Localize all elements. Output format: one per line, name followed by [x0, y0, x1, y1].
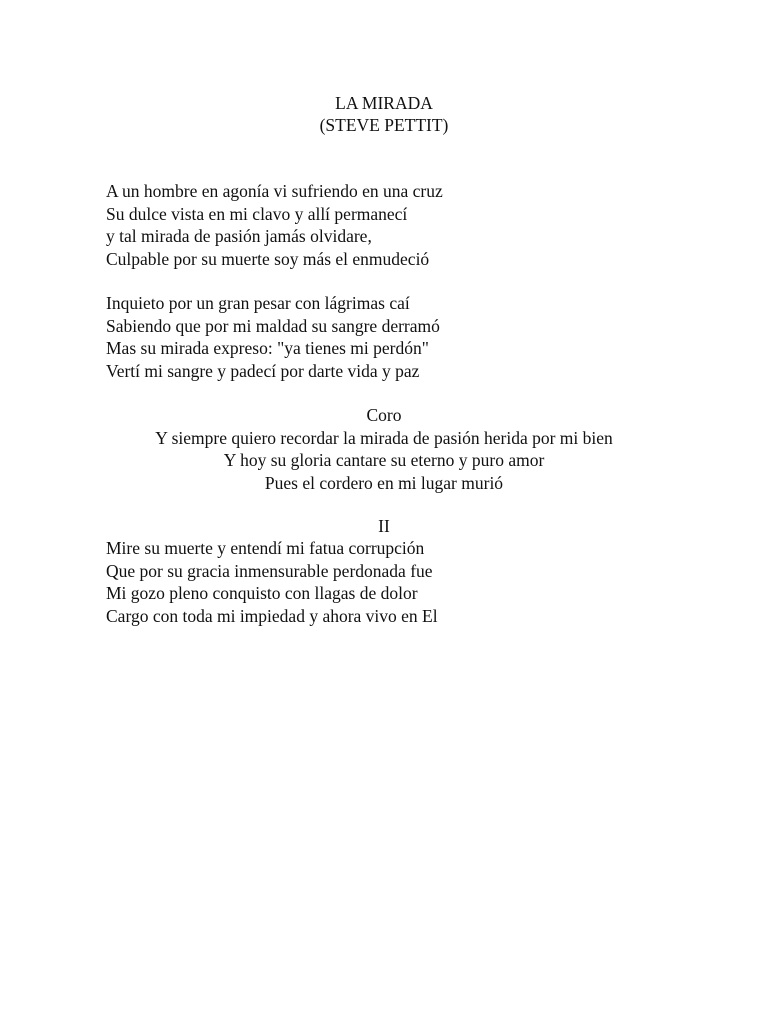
verse-line: Culpable por su muerte soy más el enmudeció	[106, 248, 430, 269]
verse-line: Mas su mirada expreso: "ya tienes mi perdón"	[106, 338, 429, 358]
section-2-heading-block	[0, 515, 768, 538]
stanza-2	[106, 292, 440, 382]
song-author: (STEVE PETTIT)	[319, 115, 449, 135]
verse-line: Mi gozo pleno conquisto con llagas de dolor	[106, 583, 418, 603]
section-heading: II	[378, 516, 390, 536]
chorus	[0, 404, 768, 494]
stanza-1	[106, 180, 443, 270]
verse-line: Inquieto por un gran pesar con lágrimas caí	[106, 293, 410, 313]
chorus-line: Pues el cordero en mi lugar murió	[264, 472, 504, 493]
verse-line: Mire su muerte y entendí mi fatua corrupción	[106, 538, 425, 558]
song-title: LA MIRADA	[335, 93, 433, 113]
verse-line: Cargo con toda mi impiedad y ahora vivo en El	[106, 605, 438, 626]
chorus-line: Y siempre quiero recordar la mirada de pasión herida por mi bien	[155, 427, 613, 448]
chorus-heading: Coro	[366, 405, 402, 425]
verse-line: Su dulce vista en mi clavo y allí permanecí	[106, 203, 408, 224]
verse-line: Sabiendo que por mi maldad su sangre derramó	[106, 315, 440, 336]
verse-line: y tal mirada de pasión jamás olvidare,	[106, 226, 372, 246]
verse-line: Que por su gracia inmensurable perdonada fue	[106, 560, 433, 581]
chorus-line: Y hoy su gloria cantare su eterno y puro amor	[223, 450, 545, 470]
title-block	[0, 92, 768, 136]
stanza-3	[106, 537, 438, 627]
verse-line: A un hombre en agonía vi sufriendo en una cruz	[106, 181, 443, 201]
verse-line: Vertí mi sangre y padecí por darte vida y paz	[106, 360, 420, 381]
